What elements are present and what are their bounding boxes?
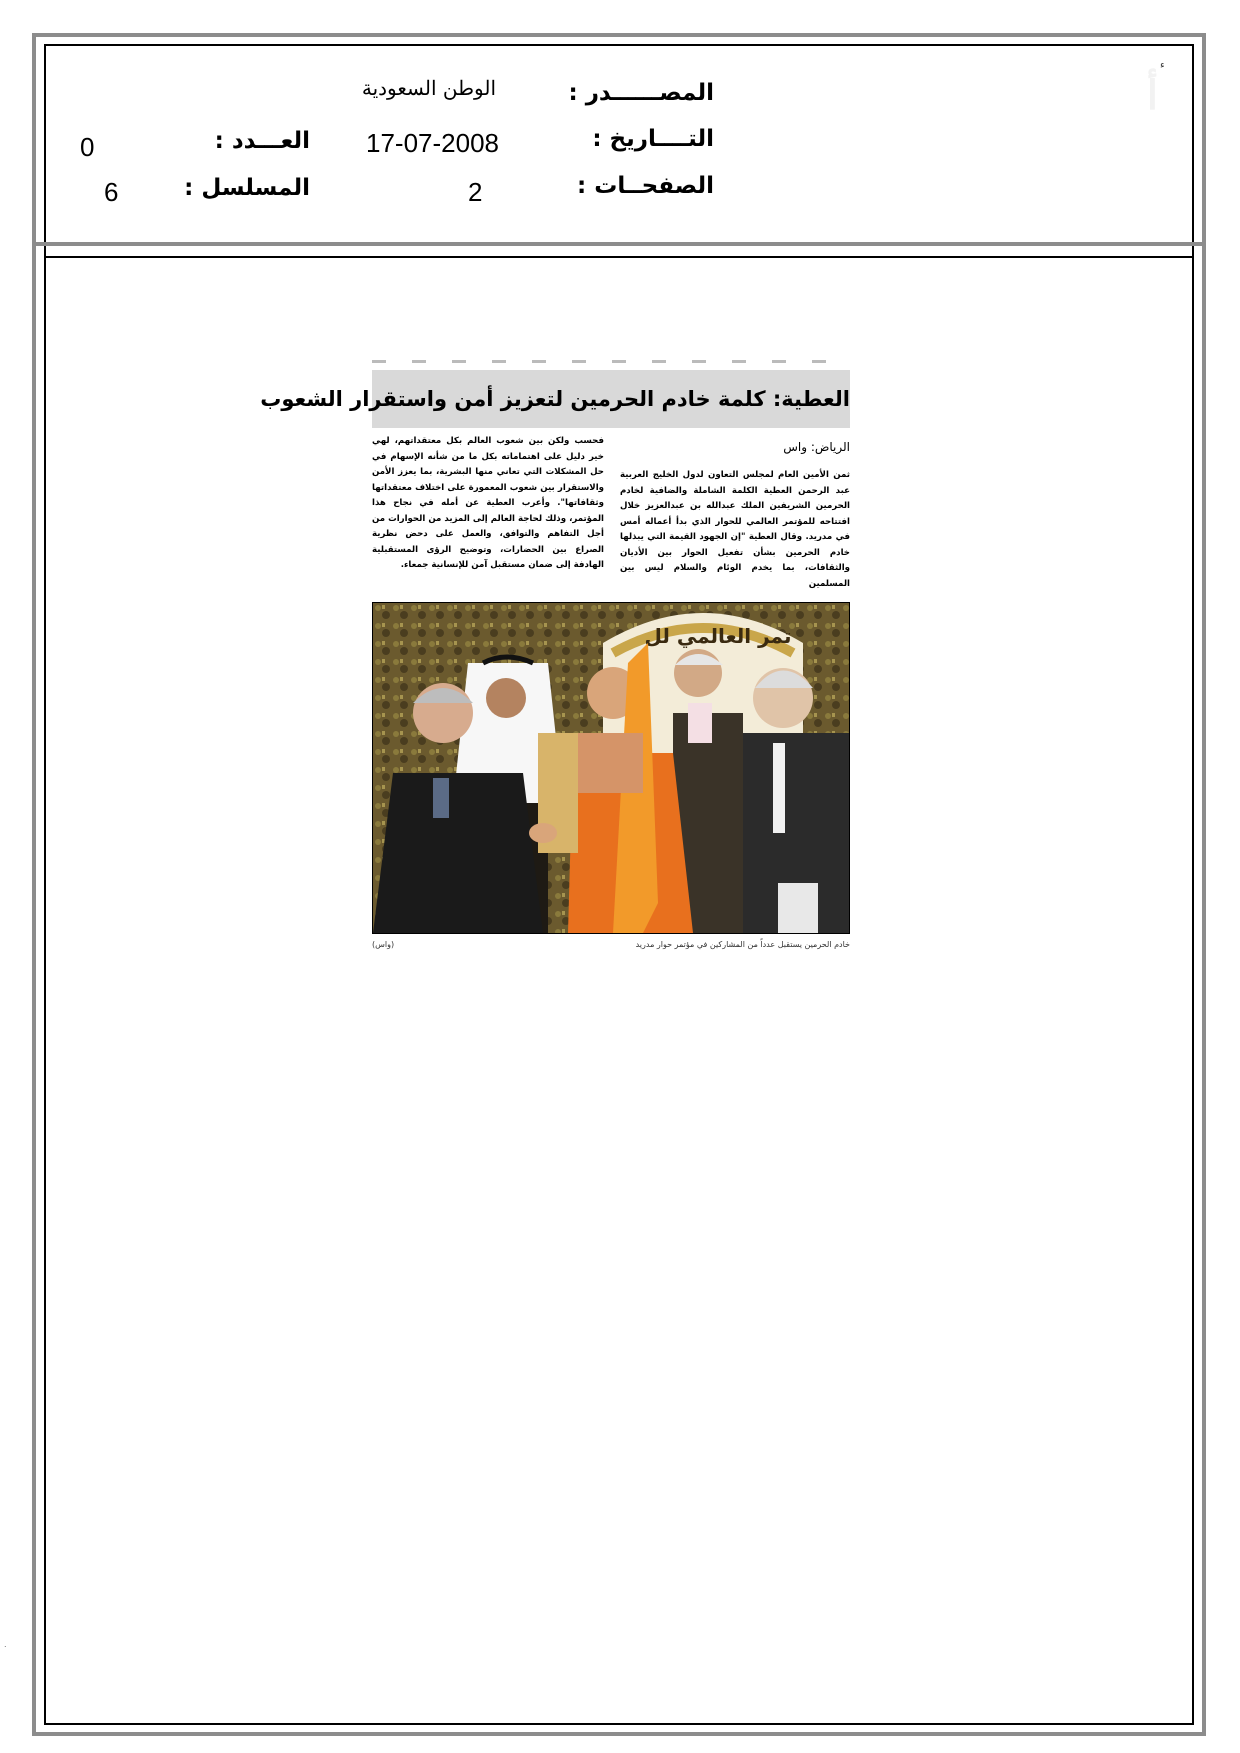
article-photo — [372, 602, 850, 934]
clipping-top-rule — [372, 360, 850, 363]
photo-banner-text: تمر العالمي لل — [644, 624, 792, 648]
faint-watermark: أ — [1146, 72, 1158, 119]
article-headline: العطية: كلمة خادم الحرمين لتعزيز أمن واستقرار الشعوب — [372, 370, 850, 428]
newspaper-clipping — [260, 360, 850, 956]
source-value: الوطن السعودية — [361, 76, 496, 100]
source-label: المصــــــدر : — [568, 80, 714, 106]
photo-caption: خادم الحرمين يستقبل عدداً من المشاركين في مؤتمر حوار مدريد — [635, 940, 850, 949]
article-column-left: فحسب ولكن بين شعوب العالم بكل معتقداتهم، لهي خير دليل على اهتماماته بكل ما من شأنه الإسهام في حل المشكلات التي تعاني منها البشرية، بما يعزز الأمن والاستقرار بين شعوب المعمورة على اختلاف معتقداتها وثقافاتها". وأعرب العطية عن أمله في نجاح هذا المؤتمر، وذلك لحاجة العالم إلى المزيد من الحوارات من أجل التفاهم والتوافق، والعمل على دحض نظرية الصراع بين الحضارات، وتوضيح الرؤى المستقبلية الهادفة إلى ضمان مستقبل آمن للإنسانية جمعاء. — [372, 436, 604, 570]
photo-credit: (واس) — [372, 940, 395, 949]
date-value: 17-07-2008 — [366, 128, 499, 158]
date-label: التــــاريخ : — [592, 126, 714, 152]
serial-value: 6 — [104, 177, 119, 207]
serial-label: المسلسل : — [184, 175, 310, 201]
issue-label: العـــدد : — [214, 128, 310, 154]
article-byline: الرياض: واس — [783, 440, 850, 454]
header-divider-inner — [44, 256, 1194, 258]
issue-value: 0 — [80, 132, 95, 162]
margin-dot: . — [4, 1640, 7, 1649]
pages-value: 2 — [468, 177, 483, 207]
pages-label: الصفحــات : — [577, 173, 714, 199]
header-divider — [36, 242, 1202, 246]
corner-mark: ء — [1160, 60, 1165, 71]
article-column-right: ثمن الأمين العام لمجلس التعاون لدول الخليج العربية عبد الرحمن العطية الكلمة الشاملة والضافية لخادم الحرمين الشريفين الملك عبدالله بن عبدالعزيز خلال افتتاحه للمؤتمر العالمي للحوار الذي بدأ أعماله أمس في مدريد. وقال العطية "إن الجهود القيمة التي يبذلها خادم الحرمين بشأن تفعيل الحوار بين الأديان والثقافات، بما يخدم الوئام والسلام ليس بين المسلمين — [620, 470, 850, 589]
